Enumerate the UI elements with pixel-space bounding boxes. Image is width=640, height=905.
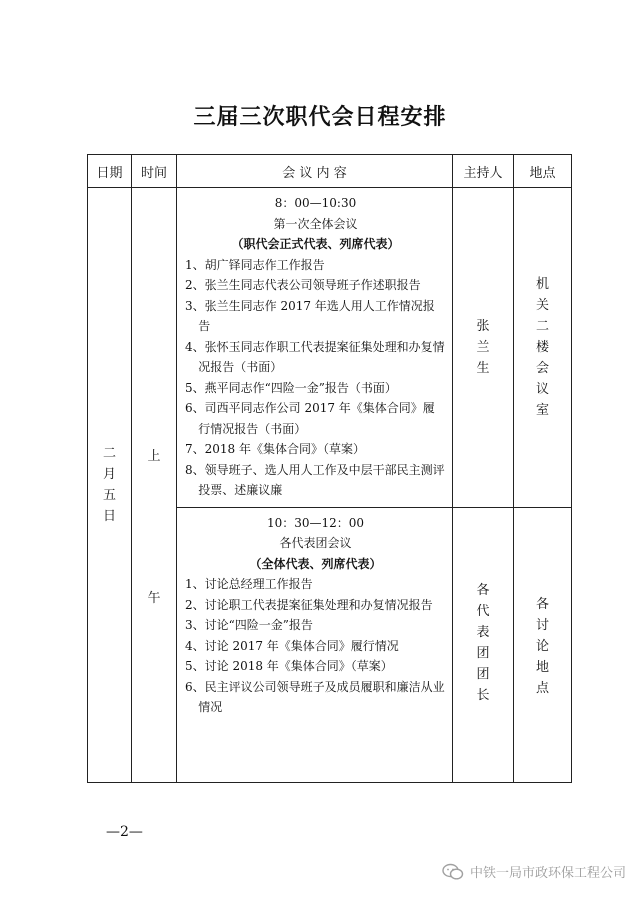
date-char: 五 (102, 487, 116, 503)
agenda-item: 2、张兰生同志代表公司领导班子作述职报告 (185, 278, 421, 292)
time-cell (132, 188, 177, 783)
header-place: 地点 (514, 155, 572, 188)
host-char: 团 (476, 645, 490, 661)
time-char-top: 上 (147, 449, 161, 464)
header-row (88, 155, 572, 188)
agenda-item: 4、讨论 2017 年《集体合同》履行情况 (185, 638, 399, 653)
agenda-item: 5、燕平同志作“四险一金”报告（书面） (185, 380, 397, 395)
host-char: 兰 (476, 339, 490, 355)
place-char: 地 (535, 659, 549, 675)
session1-content (177, 188, 453, 508)
host-char: 代 (476, 603, 490, 619)
place-char: 各 (535, 596, 549, 612)
header-date: 日期 (88, 155, 132, 188)
host-char: 长 (476, 687, 490, 703)
session2-time: 10：30—12：00 (266, 515, 365, 530)
agenda-item: 8、领导班子、选人用人工作及中层干部民主测评投票、述廉议廉 (185, 462, 445, 497)
agenda-item: 1、讨论总经理工作报告 (185, 577, 313, 591)
session1-time: 8：00—10:30 (274, 196, 357, 210)
session2-content (177, 507, 453, 782)
time-char-bottom: 午 (147, 591, 161, 606)
place-char: 会 (535, 360, 549, 376)
date-char: 二 (102, 445, 116, 461)
session2-host (453, 507, 514, 782)
session2-place (514, 507, 572, 782)
watermark-text: 中铁一局市政环保工程公司 (469, 866, 626, 881)
header-host: 主持人 (453, 155, 514, 188)
session1-row (88, 188, 572, 508)
place-char: 讨 (535, 617, 549, 633)
page-title: 三届三次职代会日程安排 (193, 104, 447, 130)
place-char: 点 (535, 680, 549, 696)
header-content: 会 议 内 容 (177, 155, 453, 188)
host-char: 生 (476, 360, 490, 376)
agenda-item: 2、讨论职工代表提案征集处理和办复情况报告 (185, 597, 433, 612)
place-char: 二 (535, 318, 549, 334)
session1-name: 第一次全体会议 (273, 216, 358, 231)
session2-attendees: （全体代表、列席代表） (249, 556, 382, 571)
date-char: 月 (102, 466, 116, 482)
page-number: —2— (106, 824, 143, 840)
place-char: 议 (535, 381, 549, 397)
agenda-item: 5、讨论 2018 年《集体合同》（草案） (185, 659, 393, 673)
place-char: 楼 (535, 339, 549, 355)
place-char: 论 (535, 638, 549, 654)
agenda-item: 4、张怀玉同志作职工代表提案征集处理和办复情况报告（书面） (185, 339, 445, 374)
date-cell (88, 188, 132, 783)
watermark (442, 862, 626, 881)
session2-name: 各代表团会议 (279, 536, 352, 550)
host-char: 团 (476, 666, 490, 682)
agenda-item: 3、张兰生同志作 2017 年选人用人工作情况报告 (185, 298, 435, 333)
blank-space (185, 718, 446, 776)
host-char: 各 (476, 582, 490, 598)
agenda-item: 6、民主评议公司领导班子及成员履职和廉洁从业情况 (185, 679, 445, 714)
header-time: 时间 (132, 155, 177, 188)
agenda-item: 1、胡广铎同志作工作报告 (185, 257, 325, 272)
schedule-table (87, 154, 572, 783)
session1-attendees: （职代会正式代表、列席代表） (231, 237, 400, 251)
place-char: 关 (535, 297, 549, 313)
date-char: 日 (102, 508, 116, 524)
host-char: 张 (476, 318, 490, 334)
agenda-item: 7、2018 年《集体合同》（草案） (185, 442, 365, 456)
host-char: 表 (476, 624, 490, 640)
place-char: 机 (535, 276, 549, 292)
session1-place (514, 188, 572, 508)
wechat-icon (442, 863, 464, 881)
agenda-item: 3、讨论“四险一金”报告 (185, 618, 313, 632)
agenda-item: 6、司西平同志作公司 2017 年《集体合同》履行情况报告（书面） (185, 401, 435, 436)
session1-host (453, 188, 514, 508)
place-char: 室 (535, 402, 549, 418)
